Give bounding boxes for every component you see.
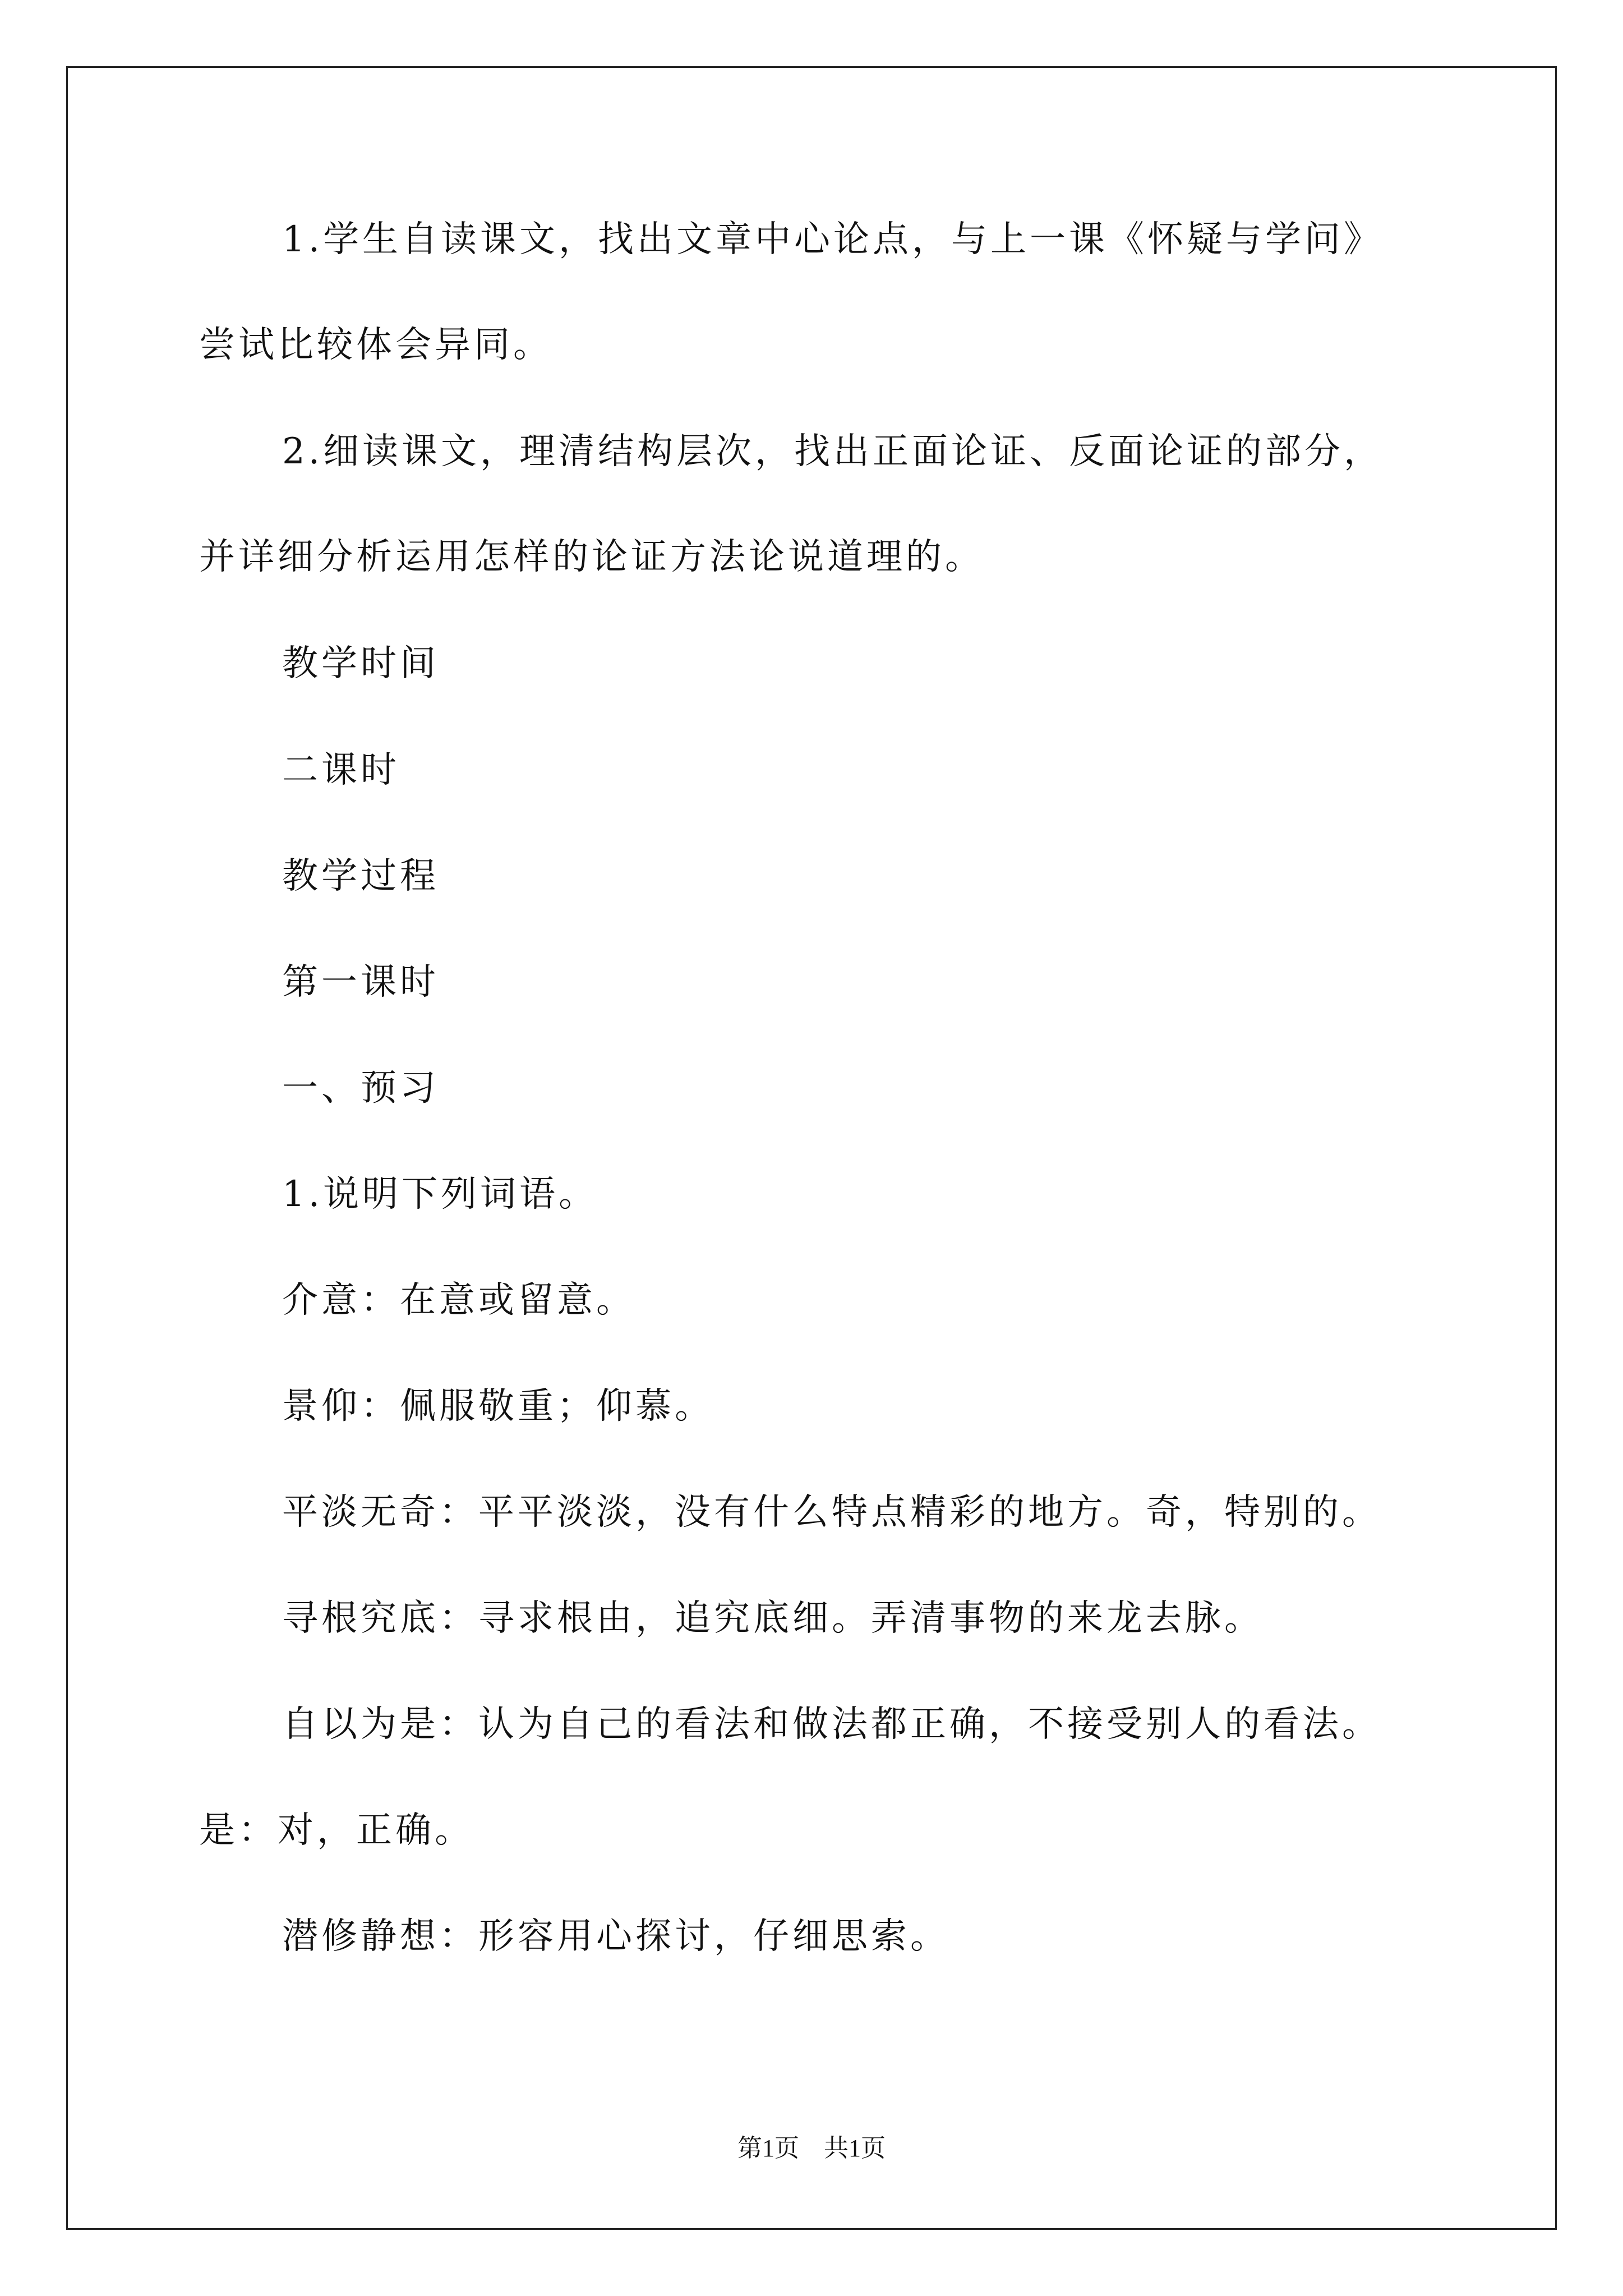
paragraph-2-line-2: 并详细分析运用怎样的论证方法论说道理的。: [199, 536, 984, 578]
definition-ziyiweishi-line-1: 自以为是：认为自己的看法和做法都正确，不接受别人的看法。: [282, 1704, 1381, 1745]
paragraph-2-line-1: 2.细读课文，理清结构层次，找出正面论证、反面论证的部分，: [282, 431, 1384, 472]
heading-first-lesson: 第一课时: [282, 961, 439, 1003]
definition-qianxiujingxiang: 潜修静想：形容用心探讨，仔细思索。: [282, 1916, 949, 1957]
page-footer: 第1页 共1页: [737, 2134, 886, 2162]
definition-jieyi: 介意：在意或留意。: [282, 1280, 635, 1321]
heading-teaching-time: 教学时间: [282, 643, 439, 684]
definition-ziyiweishi-line-2: 是：对，正确。: [199, 1810, 474, 1851]
heading-teaching-process: 教学过程: [282, 855, 439, 897]
page-border: [66, 66, 1557, 2230]
definition-xungenjiudi: 寻根究底：寻求根由，追究底细。弄清事物的来龙去脉。: [282, 1598, 1264, 1639]
text-two-lessons: 二课时: [282, 749, 400, 791]
definition-jingyang: 景仰：佩服敬重；仰慕。: [282, 1386, 714, 1427]
heading-preview: 一、预习: [282, 1068, 439, 1109]
paragraph-1-line-1: 1.学生自读课文，找出文章中心论点，与上一课《怀疑与学问》: [282, 219, 1384, 260]
paragraph-1-line-2: 尝试比较体会异同。: [199, 324, 552, 366]
definition-pingdanwuqi: 平淡无奇：平平淡淡，没有什么特点精彩的地方。奇，特别的。: [282, 1492, 1381, 1533]
item-explain-words: 1.说明下列词语。: [282, 1174, 598, 1215]
